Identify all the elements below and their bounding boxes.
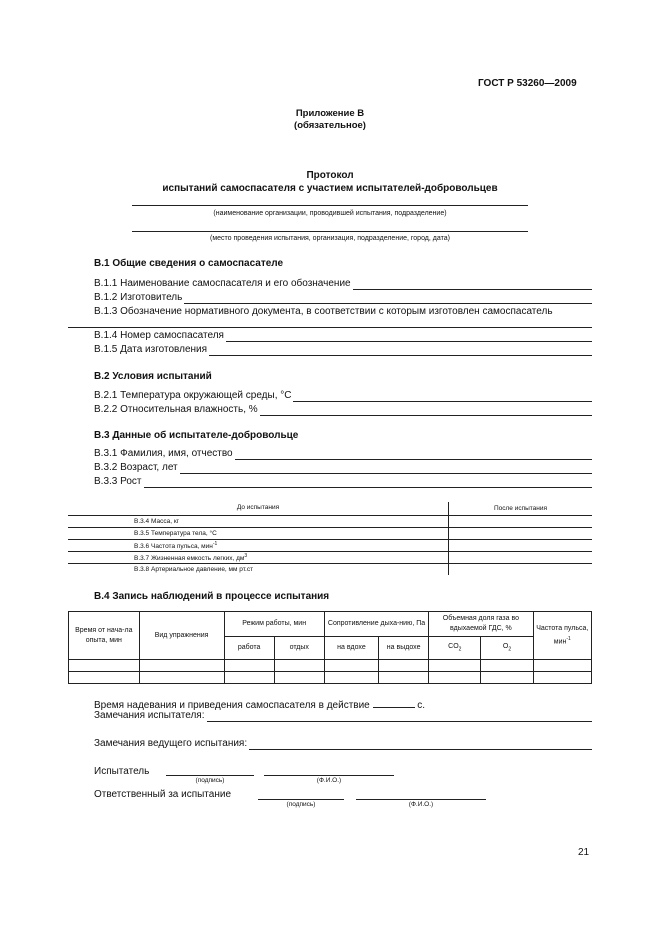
th-time: Время от нача-ла опыта, мин (69, 612, 140, 660)
lead-remarks[interactable] (94, 738, 592, 750)
b2-item-1-label: В.2.1 Температура окружающей среды, °С (94, 390, 292, 401)
responsible-fio-caption: (Ф.И.О.) (408, 801, 434, 808)
col-before: До испытания (68, 502, 449, 516)
b1-item-5-label: В.1.5 Дата изготовления (94, 344, 208, 355)
tester-signature-caption: (подпись) (195, 777, 225, 784)
responsible-signature-line[interactable] (258, 799, 344, 800)
cell-pulse-after[interactable] (449, 540, 593, 552)
page-number: 21 (578, 847, 590, 858)
cell-temperature-after[interactable] (449, 528, 593, 540)
cell-pressure-after[interactable] (449, 564, 593, 576)
th-pulse: Частота пульса, мин$^{-1}$ (533, 612, 591, 660)
b2-item-2[interactable] (94, 404, 592, 416)
row-temperature: В.3.5 Температура тела, °С (68, 528, 449, 540)
b1-item-3-line[interactable] (68, 327, 592, 328)
protocol-title: Протокол (306, 170, 354, 181)
org-line[interactable] (132, 205, 528, 206)
b1-item-1-label: В.1.1 Наименование самоспасателя и его обозначение (94, 278, 351, 289)
th-exhale: на выдохе (379, 637, 429, 660)
donning-label: Время надевания и приведения самоспасателя в действие (94, 700, 370, 711)
b3-item-3[interactable] (94, 476, 592, 488)
tester-label: Испытатель (94, 766, 150, 777)
place-caption: (место проведения испытания, организация, подразделение, город, дата) (210, 235, 450, 242)
tester-remarks[interactable] (94, 710, 592, 722)
b3-item-2[interactable] (94, 462, 592, 474)
b2-item-2-label: В.2.2 Относительная влажность, % (94, 404, 258, 415)
b2-item-1[interactable] (94, 390, 592, 402)
volunteer-table (68, 502, 592, 575)
appendix-status: (обязательное) (294, 120, 366, 131)
b1-item-1[interactable] (94, 278, 592, 290)
b1-item-4[interactable] (94, 330, 592, 342)
lead-remarks-label: Замечания ведущего испытания: (94, 738, 248, 749)
donning-input[interactable] (373, 698, 415, 708)
b3-item-1[interactable] (94, 448, 592, 460)
table-row[interactable] (69, 660, 592, 672)
th-exercise: Вид упражнения (139, 612, 224, 660)
tester-signature-line[interactable] (166, 775, 254, 776)
responsible-fio-line[interactable] (356, 799, 486, 800)
tester-remarks-label: Замечания испытателя: (94, 710, 205, 721)
b3-item-2-label: В.3.2 Возраст, лет (94, 462, 178, 473)
table-row[interactable] (69, 672, 592, 684)
th-mode: Режим работы, мин (224, 612, 324, 637)
b1-item-2-label: В.1.2 Изготовитель (94, 292, 183, 303)
b2-heading: В.2 Условия испытаний (94, 371, 212, 382)
responsible-signature-caption: (подпись) (286, 801, 316, 808)
row-lung-capacity: В.3.7 Жизненная емкость легких, $дм^3$ (68, 552, 449, 564)
th-gas: Объемная доля газа во вдыхаемой ГДС, % (429, 612, 533, 637)
b4-heading: В.4 Запись наблюдений в процессе испытания (94, 591, 330, 602)
th-co2: $CO_2$ (429, 637, 481, 660)
standard-number: ГОСТ Р 53260—2009 (478, 78, 577, 89)
org-caption: (наименование организации, проводившей испытания, подразделение) (213, 210, 447, 217)
observations-table (68, 611, 592, 684)
place-line[interactable] (132, 231, 528, 232)
b1-item-4-label: В.1.4 Номер самоспасателя (94, 330, 224, 341)
b1-item-5[interactable] (94, 344, 592, 356)
b1-heading: В.1 Общие сведения о самоспасателе (94, 258, 284, 269)
th-rest: отдых (274, 637, 324, 660)
cell-lung-after[interactable] (449, 552, 593, 564)
cell-mass-after[interactable] (449, 516, 593, 528)
appendix-title: Приложение В (295, 108, 365, 119)
row-pulse: В.3.6 Частота пульса, мин$^{-1}$ (68, 540, 449, 552)
th-work: работа (224, 637, 274, 660)
th-inhale: на вдохе (324, 637, 378, 660)
b3-item-1-label: В.3.1 Фамилия, имя, отчество (94, 448, 233, 459)
b3-item-3-label: В.3.3 Рост (94, 476, 142, 487)
row-pressure: В.3.8 Артериальное давление, мм рт.ст (68, 564, 449, 576)
tester-fio-line[interactable] (264, 775, 394, 776)
donning-unit: с. (417, 700, 426, 711)
th-o2: $O_2$ (481, 637, 533, 660)
responsible-label: Ответственный за испытание (94, 789, 232, 800)
row-mass: В.3.4 Масса, кг (68, 516, 449, 528)
tester-fio-caption: (Ф.И.О.) (316, 777, 342, 784)
protocol-subtitle: испытаний самоспасателя с участием испытателей-добровольцев (162, 183, 498, 194)
col-after: После испытания (493, 505, 548, 512)
b1-item-2[interactable] (94, 292, 592, 304)
b3-heading: В.3 Данные об испытателе-добровольце (94, 430, 299, 441)
th-resistance: Сопротивление дыха-нию, Па (324, 612, 428, 637)
b1-item-3-label: В.1.3 Обозначение нормативного документа, в соответствии с которым изготовлен самоспасатель (94, 306, 553, 317)
